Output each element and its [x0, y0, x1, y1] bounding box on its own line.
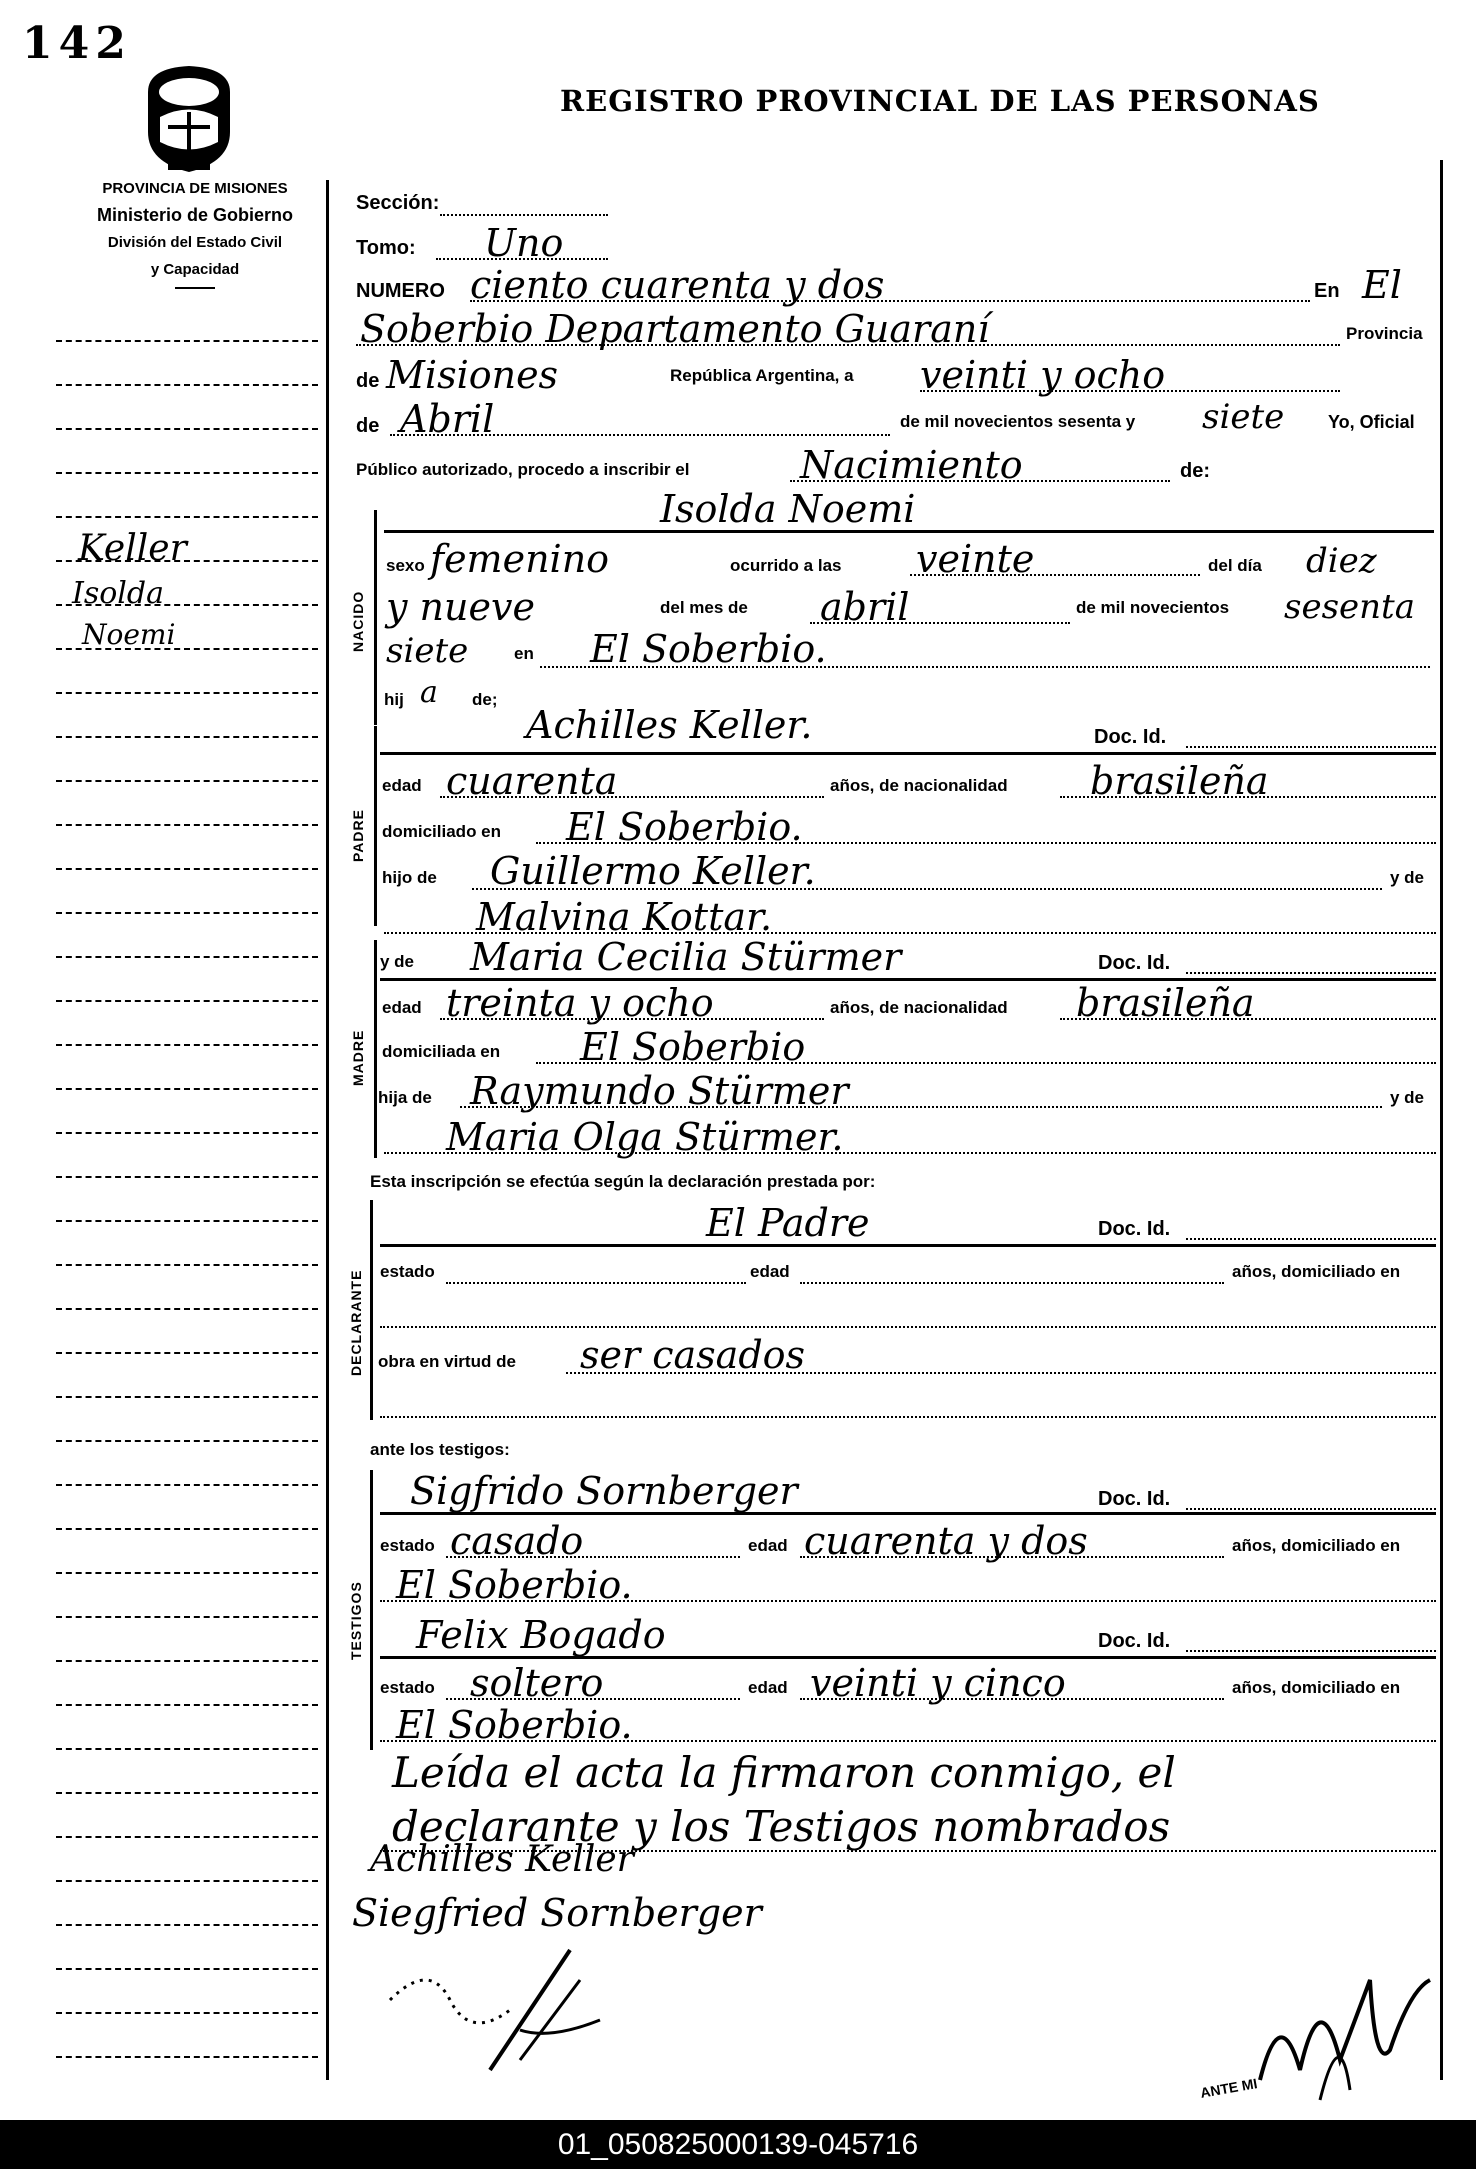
- margin-rule-line: [56, 1000, 318, 1002]
- margin-rule-line: [56, 692, 318, 694]
- anio-nacido-value: sesenta: [1284, 587, 1415, 627]
- padre-hijo-field: [472, 888, 1382, 890]
- madre-dom-field: [536, 1062, 1436, 1064]
- testigo1-dom-label: años, domiciliado en: [1232, 1536, 1401, 1555]
- margin-rule-line: [56, 2012, 318, 2014]
- margin-rule-line: [56, 1748, 318, 1750]
- numero-value: ciento cuarenta y dos: [470, 263, 885, 307]
- mes-field: [390, 434, 890, 436]
- declarante-extra-field: [380, 1416, 1436, 1418]
- page-number: 142: [22, 18, 132, 69]
- margin-rule-line: [56, 868, 318, 870]
- testigo2-dom-field: [380, 1740, 1436, 1742]
- declarante-doc-field: [1186, 1238, 1436, 1240]
- seccion-label: Sección:: [356, 192, 440, 214]
- seccion-field: [440, 214, 608, 216]
- declarante-estado-field: [446, 1282, 746, 1284]
- publico-label: Público autorizado, procedo a inscribir el: [356, 460, 690, 479]
- testigo2-dom-label: años, domiciliado en: [1232, 1678, 1401, 1697]
- lugar-nacido-field: [540, 666, 1430, 668]
- margin-rule-line: [56, 780, 318, 782]
- madre-nombre-value: Maria Cecilia Stürmer: [470, 935, 902, 979]
- hij-de-label: de;: [472, 690, 498, 709]
- dia-cont-value: y nueve: [386, 585, 535, 629]
- margin-rule-line: [56, 1308, 318, 1310]
- acto-field: [790, 480, 1170, 482]
- testigo2-edad-field: [800, 1698, 1224, 1700]
- declarante-intro: Esta inscripción se efectúa según la declaración prestada por:: [370, 1172, 876, 1191]
- padre-edad-field: [440, 796, 824, 798]
- declarante-doc-label: Doc. Id.: [1098, 1218, 1171, 1240]
- signature-scribble-icon: [370, 1940, 610, 2080]
- mes-value: Abril: [400, 397, 495, 441]
- mes-nacido-field: [810, 622, 1070, 624]
- padre-madre-value: Malvina Kottar.: [476, 895, 773, 939]
- del-mes-label: del mes de: [660, 598, 748, 617]
- signature-achilles: Achilles Keller: [370, 1839, 634, 1880]
- testigo2-estado-field: [446, 1698, 740, 1700]
- padre-dom-value: El Soberbio.: [566, 805, 803, 849]
- padre-madre-field: [384, 932, 1436, 934]
- acto-value: Nacimiento: [800, 443, 1023, 487]
- margin-rule-line: [56, 824, 318, 826]
- nacido-left-border: [374, 510, 377, 725]
- declarante-edad-field: [800, 1282, 1224, 1284]
- tomo-field: [436, 258, 608, 260]
- madre-hija-field: [460, 1106, 1382, 1108]
- testigo1-estado-label: estado: [380, 1536, 435, 1555]
- padre-name-rule: [380, 752, 1436, 755]
- section-label-padre: PADRE: [350, 809, 366, 862]
- provincia-label: Provincia: [1346, 324, 1423, 343]
- madre-madre-field: [384, 1152, 1436, 1154]
- padre-edad-value: cuarenta: [446, 759, 618, 803]
- lugar-value: Soberbio Departamento Guaraní: [360, 307, 990, 351]
- de2-label: de: [356, 415, 380, 437]
- hora-field: [910, 574, 1200, 576]
- main-left-border: [326, 180, 329, 2080]
- stamp-text: ANTE MI: [1199, 2075, 1259, 2101]
- del-dia-label: del día: [1208, 556, 1262, 575]
- madre-hija-label: hija de: [378, 1088, 432, 1107]
- declarante-left-border: [370, 1200, 373, 1420]
- margin-rule-line: [56, 1704, 318, 1706]
- declarante-obra-value: ser casados: [580, 1333, 806, 1377]
- tomo-value: Uno: [484, 221, 564, 265]
- margin-rule-line: [56, 516, 318, 518]
- de3-label: de:: [1180, 460, 1210, 482]
- margin-rule-line: [56, 1968, 318, 1970]
- dia-field: [920, 390, 1340, 392]
- organization-block: [40, 175, 350, 283]
- margin-rule-line: [56, 1440, 318, 1442]
- dia-value: veinti y ocho: [920, 353, 1166, 397]
- hij-label: hij: [384, 690, 404, 709]
- testigo1-nombre-value: Sigfrido Sornberger: [410, 1469, 798, 1513]
- margin-rule-line: [56, 736, 318, 738]
- section-label-madre: MADRE: [350, 1029, 366, 1086]
- margin-note-surname: Keller: [78, 528, 187, 569]
- madre-doc-field: [1186, 972, 1436, 974]
- margin-note-first-name: Isolda: [72, 576, 164, 611]
- closing-line-1: Leída el acta la firmaron conmigo, el: [392, 1748, 1176, 1797]
- en-label: En: [1314, 280, 1340, 302]
- en-nacido-label: en: [514, 644, 534, 663]
- testigo1-name-rule: [380, 1512, 1436, 1515]
- hora-value: veinte: [916, 537, 1035, 581]
- declarante-obra-label: obra en virtud de: [378, 1352, 516, 1371]
- org-ministry: Ministerio de Gobierno: [96, 205, 293, 225]
- madre-nac-label: años, de nacionalidad: [830, 998, 1008, 1017]
- margin-rule-line: [56, 384, 318, 386]
- margin-rule-line: [56, 1836, 318, 1838]
- testigo1-dom-field: [380, 1600, 1436, 1602]
- margin-rule-line: [56, 2056, 318, 2058]
- testigo2-doc-field: [1186, 1650, 1436, 1652]
- madre-edad-value: treinta y ocho: [446, 981, 714, 1025]
- section-label-nacido: NACIDO: [350, 590, 366, 652]
- section-label-declarante: DECLARANTE: [348, 1269, 364, 1376]
- madre-nac-field: [1060, 1018, 1436, 1020]
- padre-left-border: [374, 726, 377, 926]
- republica-label: República Argentina, a: [670, 366, 854, 385]
- testigo1-doc-field: [1186, 1508, 1436, 1510]
- margin-note-second-name: Noemi: [82, 618, 176, 651]
- declarante-nombre-value: El Padre: [706, 1201, 870, 1245]
- nombre-value: Isolda Noemi: [660, 487, 916, 531]
- testigo2-estado-value: soltero: [470, 1661, 604, 1705]
- margin-rule-line: [56, 1132, 318, 1134]
- padre-edad-label: edad: [382, 776, 422, 795]
- lugar-nacido-value: El Soberbio.: [590, 627, 827, 671]
- anio-cont-value: siete: [386, 631, 469, 671]
- numero-field: [470, 300, 1310, 302]
- declarante-name-rule: [380, 1244, 1436, 1247]
- testigo1-edad-value: cuarenta y dos: [804, 1519, 1088, 1563]
- margin-rule-line: [56, 956, 318, 958]
- coat-of-arms-icon: [138, 62, 240, 174]
- madre-edad-field: [440, 1018, 824, 1020]
- madre-madre-value: Maria Olga Stürmer.: [446, 1115, 844, 1159]
- testigo2-edad-value: veinti y cinco: [810, 1661, 1066, 1705]
- document-title: REGISTRO PROVINCIAL DE LAS PERSONAS: [560, 84, 1320, 118]
- dia-nacido-value: diez: [1306, 541, 1377, 581]
- margin-rule-line: [56, 1660, 318, 1662]
- testigo2-nombre-value: Felix Bogado: [416, 1613, 666, 1657]
- margin-rule-line: [56, 1924, 318, 1926]
- margin-rule-line: [56, 1352, 318, 1354]
- mes-nacido-value: abril: [820, 585, 910, 629]
- closing-line-2: declarante y los Testigos nombrados: [392, 1802, 1171, 1851]
- margin-rule-line: [56, 1396, 318, 1398]
- mil-nacido-label: de mil novecientos: [1076, 598, 1230, 617]
- testigo2-name-rule: [380, 1656, 1436, 1659]
- padre-hijo-label: hijo de: [382, 868, 437, 887]
- org-capacity: y Capacidad: [150, 261, 240, 278]
- padre-nac-field: [1060, 796, 1436, 798]
- madre-edad-label: edad: [382, 998, 422, 1017]
- section-label-testigos: TESTIGOS: [348, 1581, 364, 1660]
- margin-rule-line: [56, 1044, 318, 1046]
- numero-label: NUMERO: [356, 280, 445, 302]
- padre-doc-label: Doc. Id.: [1094, 726, 1167, 748]
- testigos-intro: ante los testigos:: [370, 1440, 510, 1459]
- testigo2-dom-value: El Soberbio.: [396, 1703, 633, 1747]
- testigo1-edad-field: [800, 1556, 1224, 1558]
- margin-rule-line: [56, 472, 318, 474]
- testigo2-edad-label: edad: [748, 1678, 788, 1697]
- org-divider: [175, 287, 215, 289]
- madre-yde-label: y de: [380, 952, 415, 971]
- madre-doc-label: Doc. Id.: [1098, 952, 1171, 974]
- madre-yde2-label: y de: [1390, 1088, 1425, 1107]
- padre-doc-field: [1186, 746, 1436, 748]
- margin-rule-line: [56, 340, 318, 342]
- madre-hija-value: Raymundo Stürmer: [470, 1069, 849, 1113]
- madre-dom-label: domiciliada en: [382, 1042, 501, 1061]
- padre-dom-field: [536, 842, 1436, 844]
- declarante-obra-field: [566, 1372, 1436, 1374]
- madre-nac-value: brasileña: [1076, 981, 1255, 1025]
- margin-rule-line: [56, 1176, 318, 1178]
- en-value: El: [1362, 263, 1402, 307]
- declarante-dom-label: años, domiciliado en: [1232, 1262, 1401, 1281]
- anio-value: siete: [1202, 397, 1285, 437]
- margin-rule-line: [56, 1528, 318, 1530]
- testigos-left-border: [370, 1470, 373, 1750]
- mil-label: de mil novecientos sesenta y: [900, 412, 1136, 431]
- lugar-field: [356, 344, 1340, 346]
- testigo2-estado-label: estado: [380, 1678, 435, 1697]
- tomo-label: Tomo:: [356, 237, 416, 259]
- declarante-estado-label: estado: [380, 1262, 435, 1281]
- margin-rule-line: [56, 1880, 318, 1882]
- main-right-border: [1440, 160, 1443, 2080]
- margin-rule-line: [56, 1572, 318, 1574]
- margin-rule-line: [56, 1220, 318, 1222]
- margin-rule-line: [56, 912, 318, 914]
- signature-siegfried: Siegfried Sornberger: [352, 1891, 762, 1935]
- padre-nac-label: años, de nacionalidad: [830, 776, 1008, 795]
- margin-rule-line: [56, 1088, 318, 1090]
- madre-dom-value: El Soberbio: [580, 1025, 806, 1069]
- margin-rule-line: [56, 428, 318, 430]
- org-division: División del Estado Civil: [107, 234, 283, 251]
- testigo1-doc-label: Doc. Id.: [1098, 1488, 1171, 1510]
- testigo1-estado-field: [446, 1556, 740, 1558]
- padre-hijo-value: Guillermo Keller.: [490, 849, 816, 893]
- oficial-label: Yo, Oficial: [1328, 412, 1415, 432]
- sexo-value: femenino: [430, 537, 610, 581]
- margin-rule-line: [56, 1792, 318, 1794]
- padre-nac-value: brasileña: [1090, 759, 1269, 803]
- padre-dom-label: domiciliado en: [382, 822, 502, 841]
- sexo-label: sexo: [386, 556, 425, 575]
- file-id-footer: 01_050825000139-045716: [0, 2120, 1476, 2169]
- margin-rule-line: [56, 1264, 318, 1266]
- madre-left-border: [374, 940, 377, 1158]
- provincia-value: Misiones: [386, 353, 559, 397]
- nacido-top-rule: [384, 530, 1434, 533]
- hij-value: a: [420, 675, 438, 710]
- de-label: de: [356, 370, 380, 392]
- padre-yde-label: y de: [1390, 868, 1425, 887]
- testigo1-estado-value: casado: [450, 1519, 584, 1563]
- org-province: PROVINCIA DE MISIONES: [102, 180, 288, 197]
- declarante-dom-field: [380, 1326, 1436, 1328]
- margin-rule-line: [56, 1484, 318, 1486]
- testigo1-dom-value: El Soberbio.: [396, 1563, 633, 1607]
- testigo2-doc-label: Doc. Id.: [1098, 1630, 1171, 1652]
- padre-nombre-value: Achilles Keller.: [526, 703, 813, 747]
- declarante-edad-label: edad: [750, 1262, 790, 1281]
- testigo1-edad-label: edad: [748, 1536, 788, 1555]
- margin-rule-line: [56, 1616, 318, 1618]
- ocurrido-label: ocurrido a las: [730, 556, 842, 575]
